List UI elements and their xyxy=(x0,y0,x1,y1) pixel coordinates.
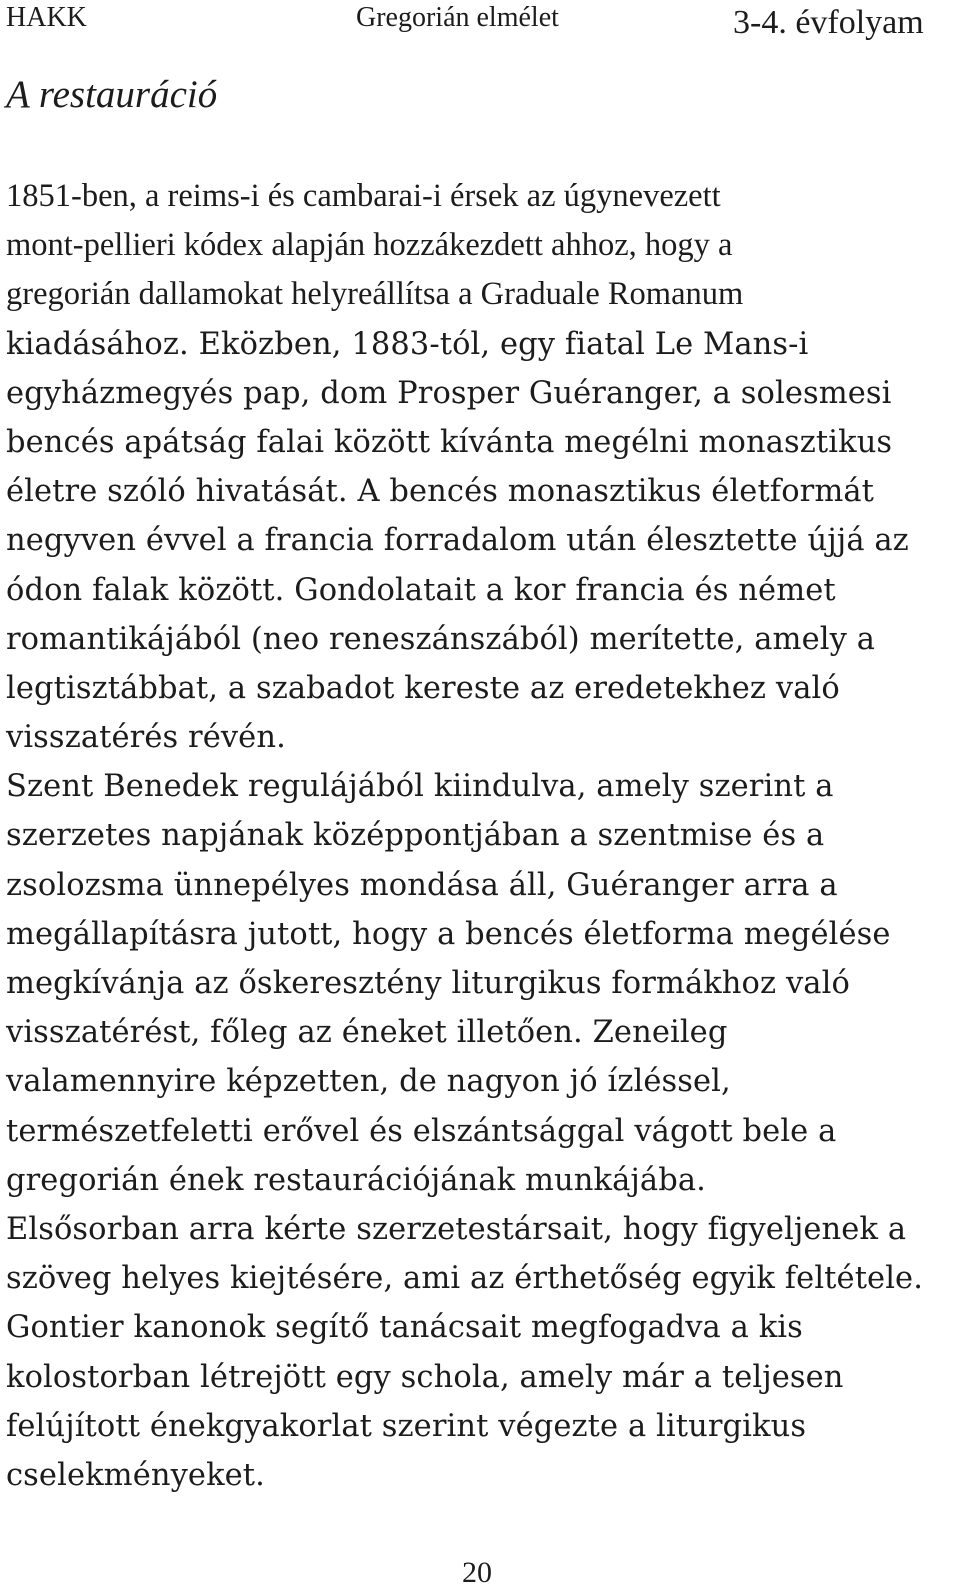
text-line: gregorián ének restaurációjának munkájába. xyxy=(6,1162,706,1198)
text-line: szöveg helyes kiejtésére, ami az érthetőség egyik feltétele. xyxy=(6,1261,923,1297)
text-line: Elsősorban arra kérte szerzetestársait, hogy figyeljenek a xyxy=(6,1211,907,1247)
text-line: életre szóló hivatását. A bencés monasztikus életformát xyxy=(6,474,875,510)
text-line: 1851-ben, a reims-i és cambarai-i érsek az úgynevezett xyxy=(6,178,721,214)
text-line: bencés apátság falai között kívánta megélni monasztikus xyxy=(6,424,893,460)
text-line: természetfeletti erővel és elszántsággal vágott bele a xyxy=(6,1113,837,1149)
text-line: zsolozsma ünnepélyes mondása áll, Guéranger arra a xyxy=(6,867,838,903)
text-line: egyházmegyés pap, dom Prosper Guéranger, a solesmesi xyxy=(6,375,892,411)
page-number: 20 xyxy=(462,1556,492,1589)
text-line: mont-pellieri kódex alapján hozzákezdett ahhoz, hogy a xyxy=(6,227,733,264)
text-line: kolostorban létrejött egy schola, amely már a teljesen xyxy=(6,1359,844,1395)
text-line: gregorián dallamokat helyreállítsa a Graduale Romanum xyxy=(6,276,744,313)
text-line: szerzetes napjának középpontjában a szentmise és a xyxy=(6,818,825,854)
text-line: visszatérés révén. xyxy=(6,720,286,756)
text-line: kiadásához. Eközben, 1883-tól, egy fiatal Le Mans-i xyxy=(6,326,809,362)
text-line: valamennyire képzetten, de nagyon jó ízléssel, xyxy=(6,1064,731,1100)
section-title: A restauráció xyxy=(6,73,218,116)
body-text xyxy=(6,172,956,1500)
header-year: 3-4. évfolyam xyxy=(733,4,924,41)
text-line: romantikájából (neo reneszánszából) merítette, amely a xyxy=(6,621,875,657)
text-line: megkívánja az őskeresztény liturgikus formákhoz való xyxy=(6,966,850,1001)
header-journal-name: HAKK xyxy=(6,2,87,33)
header-course-title: Gregorián elmélet xyxy=(356,2,559,33)
text-line: felújított énekgyakorlat szerint végezte a liturgikus xyxy=(6,1408,807,1444)
text-line: visszatérést, főleg az éneket illetően. Zeneileg xyxy=(6,1015,728,1051)
text-line: megállapításra jutott, hogy a bencés életforma megélése xyxy=(6,916,891,952)
text-line: legtisztábbat, a szabadot kereste az eredetekhez való xyxy=(6,670,840,706)
text-line: Szent Benedek regulájából kiindulva, amely szerint a xyxy=(6,769,834,805)
text-line: ódon falak között. Gondolatait a kor francia és német xyxy=(6,572,836,608)
text-line: Gontier kanonok segítő tanácsait megfogadva a kis xyxy=(6,1310,803,1346)
text-line: negyven évvel a francia forradalom után élesztette újjá az xyxy=(6,523,909,559)
text-line: cselekményeket. xyxy=(6,1457,265,1493)
